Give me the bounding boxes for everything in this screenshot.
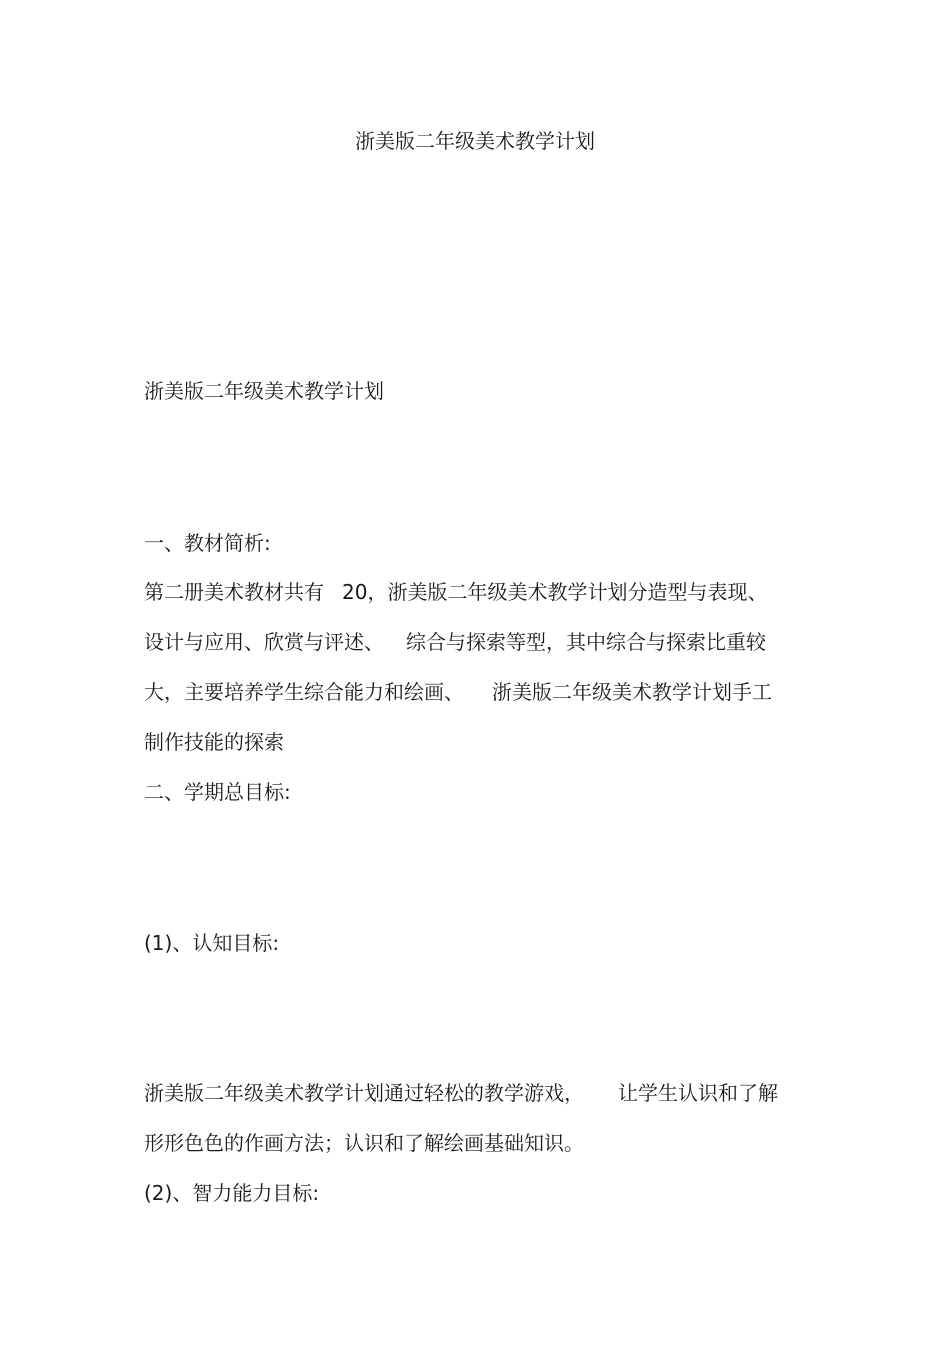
text-segment: 制作技能的探索: [144, 730, 284, 754]
paragraph-line: [144, 677, 772, 707]
text-segment: 第二册美术教材共有: [144, 580, 324, 604]
text-segment: 综合与探索等型，其中综合与探索比重较: [406, 630, 766, 654]
paragraph-line: [144, 627, 766, 657]
section-heading-semester-goals: 二、学期总目标:: [144, 780, 291, 804]
text-segment: 20，浙美版二年级美术教学计划分造型与表现、: [342, 580, 768, 604]
text-segment: 大，主要培养学生综合能力和绘画、: [144, 680, 464, 704]
subheading-intellectual-goals: (2)、智力能力目标:: [144, 1181, 320, 1205]
text-segment: 浙美版二年级美术教学计划手工: [492, 680, 772, 704]
paragraph-line: [144, 1128, 584, 1158]
text-segment: 浙美版二年级美术教学计划通过轻松的教学游戏，: [144, 1081, 584, 1105]
text-segment: 设计与应用、欣赏与评述、: [144, 630, 384, 654]
subheading-cognitive-goals: (1)、认知目标:: [144, 931, 280, 955]
paragraph-line: [144, 577, 767, 607]
text-segment: 形形色色的作画方法；认识和了解绘画基础知识。: [144, 1131, 584, 1155]
section-heading-textbook-analysis: 一、教材简析:: [144, 531, 271, 555]
document-subtitle: 浙美版二年级美术教学计划: [144, 379, 384, 403]
paragraph-line: [144, 1078, 778, 1108]
paragraph-line: [144, 727, 284, 757]
text-segment: 让学生认识和了解: [618, 1081, 778, 1105]
document-title: 浙美版二年级美术教学计划: [355, 129, 595, 153]
